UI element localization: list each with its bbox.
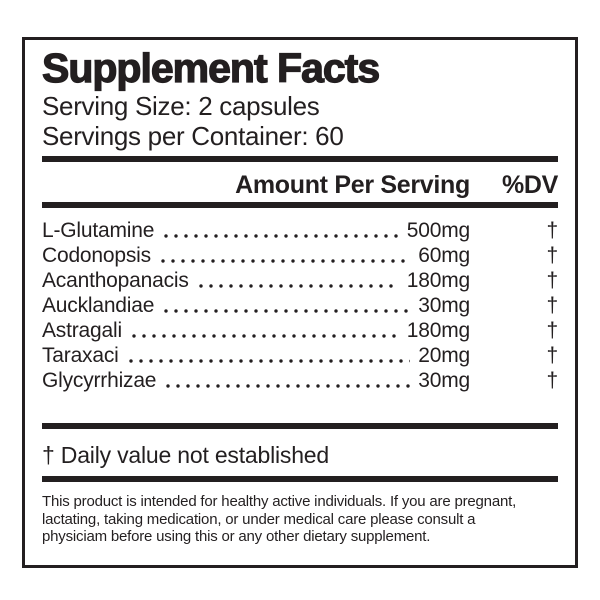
dot-leader (158, 258, 410, 264)
serving-size-text: Serving Size: 2 capsules (42, 91, 320, 121)
divider-rule-header (42, 202, 558, 208)
ingredient-amount: 30mg (418, 294, 470, 317)
divider-rule-top (42, 156, 558, 162)
ingredient-name: Codonopsis (42, 244, 151, 267)
divider-rule-footnote-top (42, 423, 558, 429)
amount-per-serving-header: Amount Per Serving (235, 171, 470, 199)
ingredient-name: Aucklandiae (42, 294, 155, 317)
supplement-facts-panel (22, 37, 578, 568)
dot-leader (126, 358, 411, 364)
dot-leader (163, 383, 410, 389)
servings-per-container-text: Servings per Container: 60 (42, 121, 344, 151)
ingredient-dv: † (546, 294, 558, 317)
ingredient-row (42, 293, 558, 318)
ingredient-amount: 180mg (406, 269, 470, 292)
ingredient-row (42, 343, 558, 368)
ingredient-dv: † (546, 319, 558, 342)
ingredient-amount: 20mg (418, 344, 470, 367)
daily-value-footnote: † Daily value not established (42, 442, 329, 468)
ingredient-amount: 500mg (406, 219, 470, 242)
ingredient-row (42, 218, 558, 243)
ingredient-amount: 30mg (418, 369, 470, 392)
ingredient-amount: 180mg (406, 319, 470, 342)
dot-leader (129, 333, 399, 339)
ingredient-row (42, 368, 558, 393)
ingredient-row (42, 318, 558, 343)
ingredient-dv: † (546, 269, 558, 292)
ingredient-name: L-Glutamine (42, 219, 155, 242)
ingredient-name: Taraxaci (42, 344, 119, 367)
disclaimer-line: physiciam before using this or any other dietary supplement. (42, 528, 431, 545)
ingredient-dv: † (546, 219, 558, 242)
ingredient-amount: 60mg (418, 244, 470, 267)
ingredient-name: Astragali (42, 319, 122, 342)
ingredient-dv: † (546, 244, 558, 267)
panel-title: Supplement Facts (42, 45, 380, 91)
column-headers (42, 171, 558, 199)
dot-leader (196, 283, 399, 289)
disclaimer-line: This product is intended for healthy active individuals. If you are pregnant, (42, 493, 517, 510)
ingredient-dv: † (546, 344, 558, 367)
dot-leader (161, 233, 399, 239)
ingredient-row (42, 268, 558, 293)
divider-rule-footnote-bottom (42, 476, 558, 482)
ingredient-dv: † (546, 369, 558, 392)
ingredient-name: Glycyrrhizae (42, 369, 157, 392)
disclaimer-line: lactating, taking medication, or under medical care please consult a (42, 510, 476, 528)
percent-dv-header: %DV (501, 171, 558, 199)
ingredient-name: Acanthopanacis (42, 269, 189, 292)
ingredient-list (42, 218, 558, 393)
ingredient-row (42, 243, 558, 268)
dot-leader (161, 308, 410, 314)
disclaimer (42, 493, 558, 546)
